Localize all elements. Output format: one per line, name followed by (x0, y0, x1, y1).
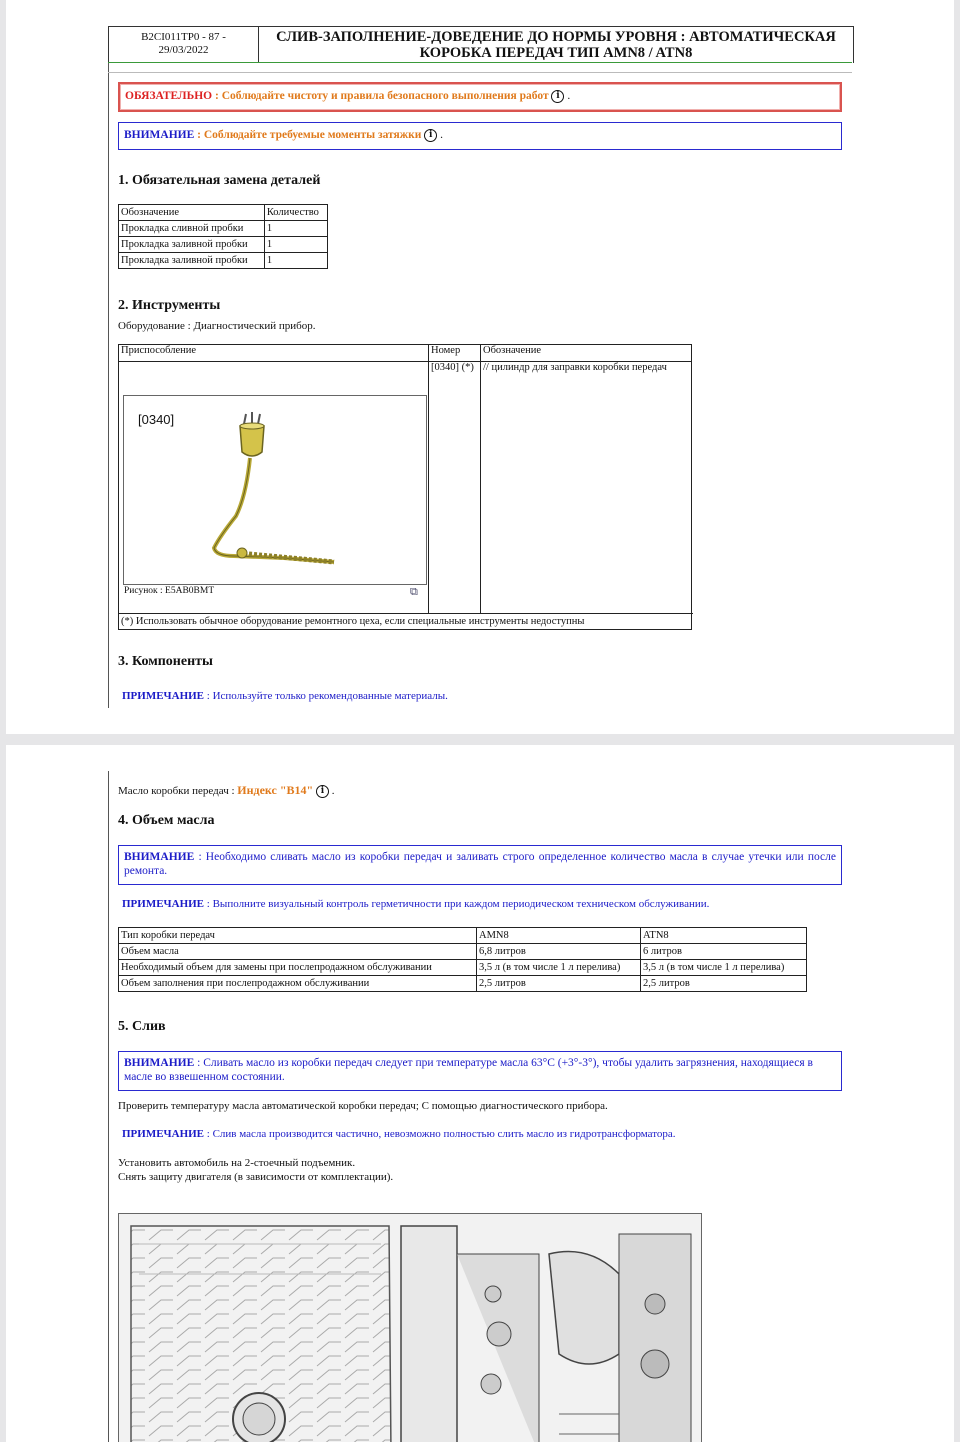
info-icon[interactable]: i (316, 785, 329, 798)
attention-notice: ВНИМАНИЕ : Соблюдайте требуемые моменты затяжки i . (118, 122, 842, 150)
mandatory-label: ОБЯЗАТЕЛЬНО (125, 90, 213, 102)
section-1-title: 1. Обязательная замена деталей (118, 173, 321, 188)
oil-spec-line: Масло коробки передач : Индекс "B14" i . (118, 783, 335, 797)
table-header-row: Тип коробки передач AMN8 ATN8 (119, 928, 807, 944)
oil-volume-table (118, 927, 807, 992)
mandatory-text: Соблюдайте чистоту и правила безопасного выполнения работ (221, 90, 549, 102)
attention-label: ВНИМАНИЕ (124, 129, 195, 141)
zoom-icon[interactable]: ⧉ (410, 586, 418, 598)
gearbox-illustration (118, 1213, 702, 1442)
drain-note: ПРИМЕЧАНИЕ : Слив масла производится частично, невозможно полностью слить масло из гидротрансформатора. (122, 1128, 676, 1140)
info-icon[interactable]: i (551, 90, 564, 103)
tools-header-designation: Обозначение (481, 345, 691, 362)
drain-attention: ВНИМАНИЕ : Сливать масло из коробки передач следует при температуре масла 63°C (+3°-3°), чтобы удалить загрязнения, находящиеся в масле во взвешенном состоянии. (118, 1051, 842, 1091)
drain-steps (118, 1156, 393, 1184)
gearbox-drawing (119, 1214, 701, 1442)
section-4-title: 4. Объем масла (118, 813, 215, 828)
check-temperature-text: Проверить температуру масла автоматической коробки передач; С помощью диагностического прибора. (118, 1100, 608, 1112)
tool-figure (123, 395, 427, 598)
doc-date: 29/03/2022 (158, 44, 209, 56)
document-page-2 (6, 745, 954, 1442)
attention-text: Соблюдайте требуемые моменты затяжки (203, 129, 422, 141)
table-row: Прокладка заливной пробки 1 (119, 253, 328, 269)
table-row: Прокладка заливной пробки 1 (119, 237, 328, 253)
figure-caption: Рисунок : E5AB0BMT (124, 586, 215, 596)
table-row: Объем заполнения при послепродажном обслуживании 2,5 литров 2,5 литров (119, 976, 807, 992)
oil-volume-note: ПРИМЕЧАНИЕ : Выполните визуальный контроль герметичности при каждом периодическом техническом обслуживании. (122, 898, 710, 910)
table-row: Прокладка сливной пробки 1 (119, 221, 328, 237)
step-2: Снять защиту двигателя (в зависимости от комплектации). (118, 1171, 394, 1183)
doc-id: B2CI011TP0 - 87 - (141, 31, 226, 43)
section-5-title: 5. Слив (118, 1019, 166, 1034)
table-row: Объем масла 6,8 литров 6 литров (119, 944, 807, 960)
tools-footnote: (*) Использовать обычное оборудование ремонтного цеха, если специальные инструменты недоступны (119, 613, 693, 630)
left-margin-line (108, 26, 109, 708)
parts-table (118, 204, 328, 269)
header-box (108, 26, 854, 63)
tools-header-number: Номер (429, 345, 480, 362)
mandatory-notice: ОБЯЗАТЕЛЬНО : Соблюдайте чистоту и правила безопасного выполнения работ i . (118, 82, 842, 112)
oil-index-link[interactable]: Индекс "B14" (237, 783, 314, 797)
equipment-text: Оборудование : Диагностический прибор. (118, 320, 316, 332)
section-2-title: 2. Инструменты (118, 298, 221, 313)
title-line-2: КОРОБКА ПЕРЕДАЧ ТИП AMN8 / ATN8 (419, 45, 693, 61)
header-rule-2 (108, 72, 852, 73)
oil-volume-attention: ВНИМАНИЕ : Необходимо сливать масло из коробки передач и заливать строго определенное количество масла в случае утечки или после ремонта. (118, 845, 842, 885)
title-line-1: СЛИВ-ЗАПОЛНЕНИЕ-ДОВЕДЕНИЕ ДО НОРМЫ УРОВНЯ : АВТОМАТИЧЕСКАЯ (276, 29, 836, 45)
table-header-row: Обозначение Количество (119, 205, 328, 221)
tool-description: // цилиндр для заправки коробки передач (483, 362, 667, 373)
table-row: Необходимый объем для замены при послепродажном обслуживании 3,5 л (в том числе 1 л перелива) 3,5 л (в том числе 1 л перелива) (119, 960, 807, 976)
tools-table (118, 344, 692, 630)
tool-number: [0340] (*) (431, 362, 474, 373)
step-1: Установить автомобиль на 2-стоечный подъемник. (118, 1157, 356, 1169)
info-icon[interactable]: i (424, 129, 437, 142)
header-doc-id (109, 27, 259, 63)
components-note: ПРИМЕЧАНИЕ : Используйте только рекомендованные материалы. (122, 690, 448, 702)
left-margin-line (108, 771, 109, 1442)
document-page-1 (6, 0, 954, 734)
header-rule (108, 62, 852, 63)
section-3-title: 3. Компоненты (118, 654, 213, 669)
page-title (261, 27, 851, 61)
tools-header-fixture: Приспособление (119, 345, 428, 362)
figure-label: [0340] (138, 412, 175, 427)
